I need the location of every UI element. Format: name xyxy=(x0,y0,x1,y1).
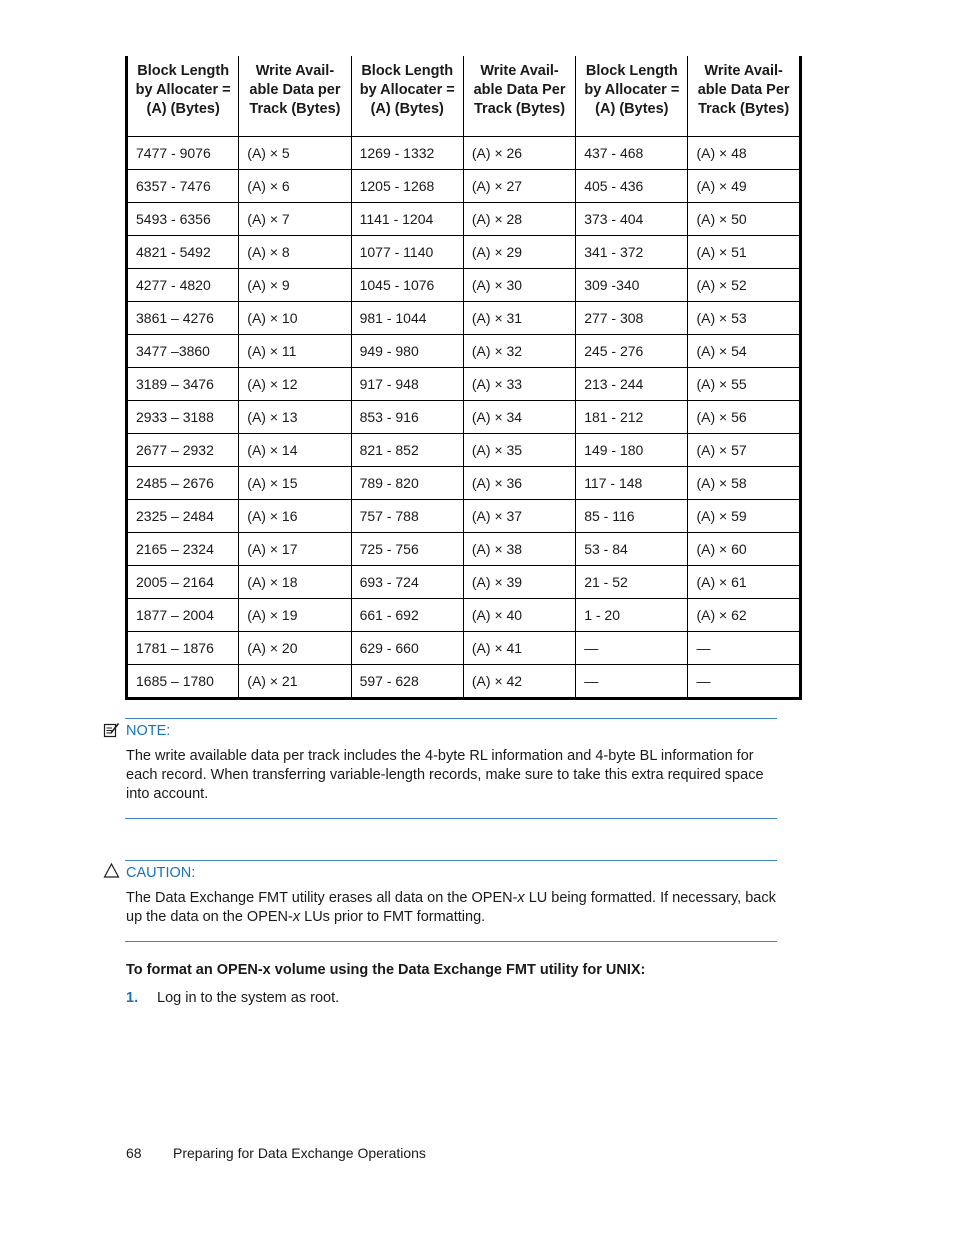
caution-text-1: The Data Exchange FMT utility erases all data on the OPEN- xyxy=(126,890,518,906)
table-cell: 1141 - 1204 xyxy=(351,203,463,236)
table-cell: 981 - 1044 xyxy=(351,302,463,335)
table-cell: (A) × 51 xyxy=(688,236,800,269)
table-cell: 373 - 404 xyxy=(576,203,688,236)
table-cell: (A) × 7 xyxy=(239,203,351,236)
table-cell: (A) × 48 xyxy=(688,137,800,170)
table-cell: — xyxy=(688,665,800,699)
caution-bottom-rule xyxy=(125,941,777,942)
table-header-row xyxy=(127,56,801,137)
table-cell: 1781 – 1876 xyxy=(127,632,239,665)
table-cell: (A) × 38 xyxy=(463,533,575,566)
table-cell: 1269 - 1332 xyxy=(351,137,463,170)
header-block-length-2: Block Length by Allocater = (A) (Bytes) xyxy=(351,56,463,137)
table-row xyxy=(127,467,801,500)
table-cell: (A) × 61 xyxy=(688,566,800,599)
table-cell: 181 - 212 xyxy=(576,401,688,434)
table-cell: (A) × 57 xyxy=(688,434,800,467)
caution-text-2: LU being formatted. If necessary, back up the data on the OPEN- xyxy=(126,890,776,925)
table-cell: (A) × 56 xyxy=(688,401,800,434)
block-length-table xyxy=(125,56,802,700)
table-row xyxy=(127,434,801,467)
table-row xyxy=(127,302,801,335)
table-cell: (A) × 42 xyxy=(463,665,575,699)
table-cell: (A) × 37 xyxy=(463,500,575,533)
caution-triangle-icon xyxy=(103,862,120,879)
table-cell: 661 - 692 xyxy=(351,599,463,632)
table-cell: (A) × 35 xyxy=(463,434,575,467)
table-cell: (A) × 32 xyxy=(463,335,575,368)
table-cell: 117 - 148 xyxy=(576,467,688,500)
table-row xyxy=(127,401,801,434)
table-cell: (A) × 60 xyxy=(688,533,800,566)
table-cell: (A) × 14 xyxy=(239,434,351,467)
table-cell: 245 - 276 xyxy=(576,335,688,368)
step-text: Log in to the system as root. xyxy=(157,990,340,1006)
footer-section-title: Preparing for Data Exchange Operations xyxy=(173,1145,426,1161)
table-cell: (A) × 53 xyxy=(688,302,800,335)
table-row xyxy=(127,533,801,566)
table-cell: 437 - 468 xyxy=(576,137,688,170)
table-cell: (A) × 19 xyxy=(239,599,351,632)
table-cell: — xyxy=(688,632,800,665)
note-bottom-rule xyxy=(125,818,777,819)
note-body: The write available data per track includes the 4-byte RL information and 4-byte BL information for each record. When transferring variable-length records, make sure to take this extra required space into account. xyxy=(126,748,764,802)
table-cell: 309 -340 xyxy=(576,269,688,302)
table-cell: 2165 – 2324 xyxy=(127,533,239,566)
table-row xyxy=(127,665,801,699)
table-cell: 7477 - 9076 xyxy=(127,137,239,170)
procedure-title: To format an OPEN-x volume using the Data Exchange FMT utility for UNIX: xyxy=(126,962,646,978)
table-cell: (A) × 50 xyxy=(688,203,800,236)
table-cell: 629 - 660 xyxy=(351,632,463,665)
table-cell: (A) × 27 xyxy=(463,170,575,203)
table-cell: (A) × 62 xyxy=(688,599,800,632)
table-row xyxy=(127,170,801,203)
table-cell: (A) × 31 xyxy=(463,302,575,335)
table-cell: 1877 – 2004 xyxy=(127,599,239,632)
table-cell: 277 - 308 xyxy=(576,302,688,335)
table-row xyxy=(127,335,801,368)
table-cell: (A) × 6 xyxy=(239,170,351,203)
table-row xyxy=(127,500,801,533)
table-cell: 4277 - 4820 xyxy=(127,269,239,302)
table-cell: (A) × 8 xyxy=(239,236,351,269)
table-cell: 2325 – 2484 xyxy=(127,500,239,533)
caution-text-3: LUs prior to FMT formatting. xyxy=(300,909,486,925)
table-cell: 2005 – 2164 xyxy=(127,566,239,599)
header-block-length-1: Block Length by Allocater = (A) (Bytes) xyxy=(127,56,239,137)
table-cell: 6357 - 7476 xyxy=(127,170,239,203)
table-row xyxy=(127,137,801,170)
table-cell: 4821 - 5492 xyxy=(127,236,239,269)
caution-body xyxy=(126,889,786,927)
table-cell: 85 - 116 xyxy=(576,500,688,533)
table-cell: 2485 – 2676 xyxy=(127,467,239,500)
table-cell: (A) × 49 xyxy=(688,170,800,203)
header-write-available-2: Write Avail- able Data Per Track (Bytes) xyxy=(463,56,575,137)
table-cell: 789 - 820 xyxy=(351,467,463,500)
step-number: 1. xyxy=(126,990,139,1006)
table-cell: 853 - 916 xyxy=(351,401,463,434)
table-row xyxy=(127,566,801,599)
table-cell: 2677 – 2932 xyxy=(127,434,239,467)
note-top-rule xyxy=(125,718,777,719)
table-cell: 53 - 84 xyxy=(576,533,688,566)
table-cell: (A) × 16 xyxy=(239,500,351,533)
table-cell: (A) × 18 xyxy=(239,566,351,599)
caution-italic-x-1: x xyxy=(517,890,525,906)
table-cell: 1205 - 1268 xyxy=(351,170,463,203)
table-row xyxy=(127,368,801,401)
table-cell: (A) × 34 xyxy=(463,401,575,434)
table-cell: (A) × 15 xyxy=(239,467,351,500)
table-cell: (A) × 20 xyxy=(239,632,351,665)
table-cell: 3861 – 4276 xyxy=(127,302,239,335)
table-cell: 341 - 372 xyxy=(576,236,688,269)
table-cell: (A) × 10 xyxy=(239,302,351,335)
page-number: 68 xyxy=(126,1145,142,1161)
table-cell: 1045 - 1076 xyxy=(351,269,463,302)
table-cell: 5493 - 6356 xyxy=(127,203,239,236)
caution-top-rule xyxy=(125,860,777,861)
table-cell: 1685 – 1780 xyxy=(136,673,214,689)
table-row xyxy=(127,203,801,236)
table-cell: (A) × 11 xyxy=(239,335,351,368)
table-cell: 597 - 628 xyxy=(351,665,463,699)
table-cell: (A) × 21 xyxy=(239,665,351,699)
caution-heading: CAUTION: xyxy=(126,865,196,881)
table-cell: (A) × 29 xyxy=(463,236,575,269)
table-cell: (A) × 9 xyxy=(239,269,351,302)
table-cell: — xyxy=(576,632,688,665)
procedure-step-1 xyxy=(126,990,339,1006)
table-cell: 917 - 948 xyxy=(351,368,463,401)
note-icon xyxy=(103,722,120,739)
table-cell: (A) × 33 xyxy=(463,368,575,401)
table-cell: (A) × 13 xyxy=(239,401,351,434)
header-write-available-3: Write Avail- able Data Per Track (Bytes) xyxy=(688,56,800,137)
table-cell: (A) × 28 xyxy=(463,203,575,236)
table-cell: (A) × 39 xyxy=(463,566,575,599)
note-heading: NOTE: xyxy=(126,723,171,739)
table-row xyxy=(127,599,801,632)
table-cell: 3477 –3860 xyxy=(127,335,239,368)
table-cell: 213 - 244 xyxy=(576,368,688,401)
table-cell: (A) × 59 xyxy=(688,500,800,533)
table-body xyxy=(127,137,801,699)
table-cell: (A) × 12 xyxy=(239,368,351,401)
table-row xyxy=(127,632,801,665)
table-cell: — xyxy=(576,665,688,699)
table-cell: 2933 – 3188 xyxy=(127,401,239,434)
table-cell: 1077 - 1140 xyxy=(351,236,463,269)
table-cell: (A) × 40 xyxy=(463,599,575,632)
table-cell: (A) × 58 xyxy=(688,467,800,500)
caution-italic-x-2: x xyxy=(292,909,301,925)
table-cell: 1 - 20 xyxy=(576,599,688,632)
header-write-available-1: Write Avail- able Data per Track (Bytes) xyxy=(239,56,351,137)
table-cell: 405 - 436 xyxy=(576,170,688,203)
table-cell: 3189 – 3476 xyxy=(127,368,239,401)
table-cell: 757 - 788 xyxy=(351,500,463,533)
table-cell: (A) × 41 xyxy=(463,632,575,665)
table-cell: (A) × 55 xyxy=(688,368,800,401)
table-cell: 821 - 852 xyxy=(351,434,463,467)
table-cell: (A) × 17 xyxy=(239,533,351,566)
table-cell: (A) × 30 xyxy=(463,269,575,302)
table-cell: (A) × 26 xyxy=(463,137,575,170)
header-block-length-3: Block Length by Allocater = (A) (Bytes) xyxy=(576,56,688,137)
table-cell: (A) × 5 xyxy=(239,137,351,170)
table-cell: 725 - 756 xyxy=(351,533,463,566)
table-cell: (A) × 52 xyxy=(688,269,800,302)
table-row xyxy=(127,236,801,269)
table-cell: 149 - 180 xyxy=(576,434,688,467)
table-cell: (A) × 54 xyxy=(688,335,800,368)
table-cell: 949 - 980 xyxy=(351,335,463,368)
table-row xyxy=(127,269,801,302)
table-cell: (A) × 36 xyxy=(463,467,575,500)
table-cell: 21 - 52 xyxy=(576,566,688,599)
table-cell: 693 - 724 xyxy=(351,566,463,599)
